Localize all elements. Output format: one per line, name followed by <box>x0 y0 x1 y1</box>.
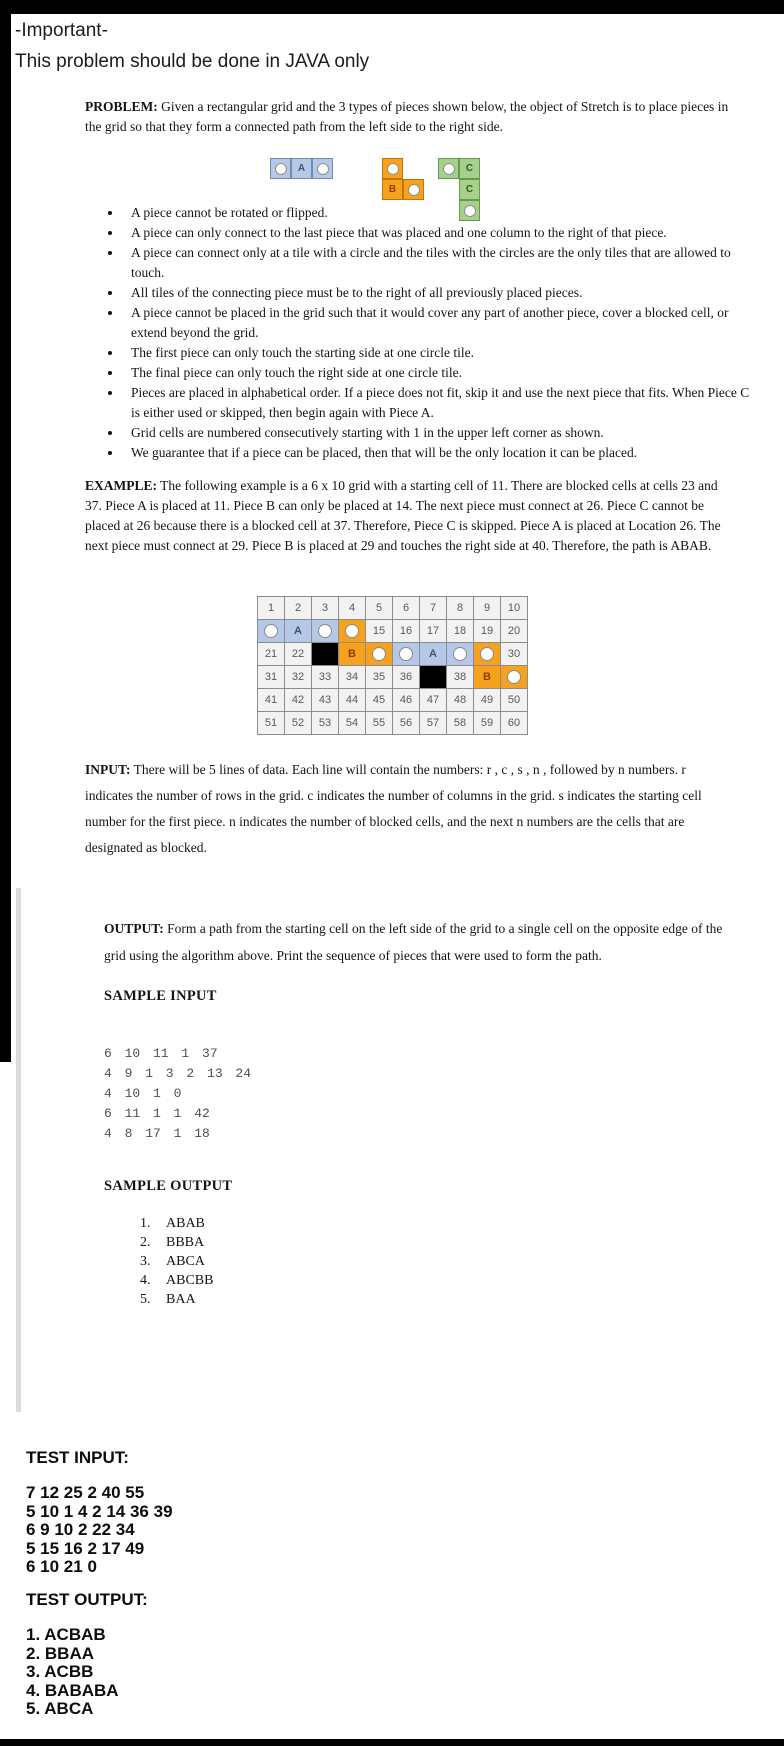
grid-cell: 9 <box>474 597 501 620</box>
grid-cell: 57 <box>420 712 447 735</box>
grid-cell <box>339 620 366 643</box>
rule-item: • The first piece can only touch the starting side at one circle tile. <box>123 343 751 363</box>
test-output-item: 5. ABCA <box>26 1699 94 1718</box>
output-text: Form a path from the starting cell on the left side of the grid to a single cell on the opposite edge of the grid using the algorithm above. Print the sequence of pieces that were used to form the path. <box>104 921 723 963</box>
grid-cell: 33 <box>312 666 339 689</box>
grid-cell: 46 <box>393 689 420 712</box>
connector-circle-icon <box>264 624 278 638</box>
connector-circle-icon <box>372 647 386 661</box>
piece-c-cell: C <box>459 179 480 200</box>
grid-cell: 55 <box>366 712 393 735</box>
sample-output-index: 5. <box>140 1292 151 1307</box>
grid-cell: 10 <box>501 597 528 620</box>
bottom-black-bar <box>0 1739 784 1746</box>
piece-letter: A <box>294 625 302 637</box>
sample-output-heading: SAMPLE OUTPUT <box>104 1178 233 1194</box>
important-note <box>15 15 369 77</box>
grid-cell: 51 <box>258 712 285 735</box>
test-input-line: 6 10 21 0 <box>26 1557 97 1576</box>
rule-item: • A piece can only connect to the last piece that was placed and one column to the right of that piece. <box>123 223 751 243</box>
grid-cell: 47 <box>420 689 447 712</box>
piece-b-cell: B <box>382 179 403 200</box>
test-input-line: 6 9 10 2 22 34 <box>26 1520 135 1539</box>
sample-output-item <box>140 1252 213 1271</box>
grid-cell: 22 <box>285 643 312 666</box>
piece-letter: A <box>429 648 437 660</box>
grid-cell: 30 <box>501 643 528 666</box>
grid-cell: 35 <box>366 666 393 689</box>
grid-cell: 45 <box>366 689 393 712</box>
test-output-item: 4. BABABA <box>26 1680 119 1700</box>
sample-output-item <box>140 1214 213 1233</box>
test-input-line: 5 10 1 4 2 14 36 39 <box>26 1501 173 1521</box>
grid-cell: 42 <box>285 689 312 712</box>
problem-label: PROBLEM: <box>85 99 158 114</box>
grid-cell <box>258 620 285 643</box>
grid-cell: 21 <box>258 643 285 666</box>
grid-cell: 5 <box>366 597 393 620</box>
grid-cell: 36 <box>393 666 420 689</box>
grid-cell <box>312 643 339 666</box>
example-text: The following example is a 6 x 10 grid with a starting cell of 11. There are blocked cells at cells 23 and 37. Piece A is placed at 11. Piece B can only be placed at 14. The next piece must connect at 26. Piece C cannot be placed at 26 because there is a blocked cell at 37. Therefore, Piece C is skipped. Piece A is placed at Location 26. The next piece must connect at 29. Piece B is placed at 29 and touches the right side at 40. Therefore, the path is ABAB. <box>85 478 721 553</box>
test-output-item: 3. ACBB <box>26 1662 94 1681</box>
piece-b-cell <box>403 158 424 179</box>
grid-cell: 32 <box>285 666 312 689</box>
grid-cell: 38 <box>447 666 474 689</box>
connector-circle-icon <box>399 647 413 661</box>
piece-a-cell <box>312 158 333 179</box>
problem-paragraph <box>85 97 735 137</box>
grid-cell: 31 <box>258 666 285 689</box>
sample-output-item <box>140 1233 213 1252</box>
connector-circle-icon <box>275 163 287 175</box>
grid-cell: 3 <box>312 597 339 620</box>
grid-cell: 1 <box>258 597 285 620</box>
connector-circle-icon <box>480 647 494 661</box>
sample-input-line: 6 11 1 1 42 <box>104 1106 210 1121</box>
grid-cell: 60 <box>501 712 528 735</box>
connector-circle-icon <box>318 624 332 638</box>
sample-output-value: ABAB <box>166 1216 205 1231</box>
sample-output-value: BAA <box>166 1292 196 1307</box>
test-input-heading: TEST INPUT: <box>26 1448 129 1467</box>
grid-cell: 34 <box>339 666 366 689</box>
grid-cell: 20 <box>501 620 528 643</box>
grid-cell: 50 <box>501 689 528 712</box>
connector-circle-icon <box>387 163 399 175</box>
sample-output-value: BBBA <box>166 1235 205 1250</box>
grid-cell: 19 <box>474 620 501 643</box>
top-black-bar <box>0 0 784 14</box>
grid-cell: 2 <box>285 597 312 620</box>
piece-c-cell <box>438 179 459 200</box>
connector-circle-icon <box>507 670 521 684</box>
grid-cell: 8 <box>447 597 474 620</box>
test-output-list <box>26 1626 119 1719</box>
sample-input-line: 4 9 1 3 2 13 24 <box>104 1066 252 1081</box>
grid-cell: 16 <box>393 620 420 643</box>
grid-cell: 17 <box>420 620 447 643</box>
connector-circle-icon <box>408 184 420 196</box>
grid-cell <box>474 643 501 666</box>
sample-output-value: ABCBB <box>166 1273 214 1288</box>
connector-circle-icon <box>345 624 359 638</box>
java-only-note: This problem should be done in JAVA only <box>15 51 370 72</box>
rule-item: • A piece can connect only at a tile with a circle and the tiles with the circles are the only tiles that are allowed to touch. <box>123 243 751 283</box>
piece-letter: B <box>348 648 356 660</box>
sample-input-line: 4 10 1 0 <box>104 1086 182 1101</box>
test-output-item: 2. BBAA <box>26 1643 95 1663</box>
piece-letter: B <box>483 671 491 683</box>
rule-item: • All tiles of the connecting piece must be to the right of all previously placed pieces. <box>123 283 751 303</box>
grid-cell <box>393 643 420 666</box>
piece-b-diagram <box>382 158 424 200</box>
rule-item: • A piece cannot be rotated or flipped. <box>123 203 751 223</box>
grid-cell: 52 <box>285 712 312 735</box>
sample-output-item <box>140 1290 213 1309</box>
sample-output-index: 1. <box>140 1216 151 1231</box>
sample-input-line: 4 8 17 1 18 <box>104 1126 210 1141</box>
problem-text: Given a rectangular grid and the 3 types of pieces shown below, the object of Stretch is to place pieces in the grid so that they form a connected path from the left side to the right side. <box>85 99 729 134</box>
grid-cell: 4 <box>339 597 366 620</box>
test-input-data <box>26 1484 173 1577</box>
grid-cell: 56 <box>393 712 420 735</box>
test-input-line: 7 12 25 2 40 55 <box>26 1483 145 1502</box>
rule-item: • We guarantee that if a piece can be placed, then that will be the only location it can be placed. <box>123 443 751 463</box>
piece-a-cell: A <box>291 158 312 179</box>
grid-cell <box>420 666 447 689</box>
sample-output-item <box>140 1271 213 1290</box>
important-title: -Important- <box>15 20 108 41</box>
rules-list <box>103 203 751 463</box>
grid-cell <box>285 620 312 643</box>
piece-a-cell <box>270 158 291 179</box>
example-label: EXAMPLE: <box>85 478 157 493</box>
grid-cell: 58 <box>447 712 474 735</box>
grid-cell: 49 <box>474 689 501 712</box>
connector-circle-icon <box>453 647 467 661</box>
input-label: INPUT: <box>85 762 131 777</box>
grid-cell: 54 <box>339 712 366 735</box>
input-text: There will be 5 lines of data. Each line will contain the numbers: r , c , s , n , followed by n numbers. r indicates the number of rows in the grid. c indicates the number of columns in the grid. s indicates the starting cell number for the first piece. n indicates the number of blocked cells, and the next n numbers are the cells that are designated as blocked. <box>85 762 702 855</box>
grid-cell <box>447 643 474 666</box>
grid-cell: 43 <box>312 689 339 712</box>
output-paragraph <box>104 915 742 969</box>
grid-cell: 59 <box>474 712 501 735</box>
piece-c-cell <box>438 158 459 179</box>
sample-input-heading: SAMPLE INPUT <box>104 988 217 1004</box>
piece-a-diagram <box>270 158 333 179</box>
grid-cell <box>339 643 366 666</box>
connector-circle-icon <box>317 163 329 175</box>
rule-item: • Pieces are placed in alphabetical order. If a piece does not fit, skip it and use the next piece that fits. When Piece C is either used or skipped, then begin again with Piece A. <box>123 383 751 423</box>
rule-item: • The final piece can only touch the right side at one circle tile. <box>123 363 751 383</box>
test-output-heading: TEST OUTPUT: <box>26 1590 148 1609</box>
grid-cell: 18 <box>447 620 474 643</box>
grid-cell <box>501 666 528 689</box>
rule-item: • A piece cannot be placed in the grid such that it would cover any part of another piece, cover a blocked cell, or extend beyond the grid. <box>123 303 751 343</box>
grid-cell: 53 <box>312 712 339 735</box>
sample-output-value: ABCA <box>166 1254 205 1269</box>
sample-input-line: 6 10 11 1 37 <box>104 1046 218 1061</box>
grid-cell: 7 <box>420 597 447 620</box>
piece-b-cell <box>382 158 403 179</box>
grid-cell: 15 <box>366 620 393 643</box>
piece-c-cell: C <box>459 158 480 179</box>
grid-cell <box>312 620 339 643</box>
quote-indicator-bar <box>16 888 21 1412</box>
grid-cell <box>366 643 393 666</box>
grid-cell <box>474 666 501 689</box>
connector-circle-icon <box>443 163 455 175</box>
example-grid <box>257 596 528 735</box>
grid-cell: 41 <box>258 689 285 712</box>
grid-cell <box>420 643 447 666</box>
example-paragraph <box>85 476 737 556</box>
grid-cell: 6 <box>393 597 420 620</box>
test-input-line: 5 15 16 2 17 49 <box>26 1538 145 1558</box>
sample-input-data <box>104 1044 251 1144</box>
output-label: OUTPUT: <box>104 921 164 936</box>
left-black-strip <box>0 0 11 1062</box>
grid-cell: 44 <box>339 689 366 712</box>
sample-output-list <box>140 1214 213 1309</box>
rule-item: • Grid cells are numbered consecutively starting with 1 in the upper left corner as shown. <box>123 423 751 443</box>
input-paragraph <box>85 757 737 861</box>
sample-output-index: 3. <box>140 1254 151 1269</box>
sample-output-index: 2. <box>140 1235 151 1250</box>
test-output-item: 1. ACBAB <box>26 1625 106 1644</box>
grid-cell: 48 <box>447 689 474 712</box>
sample-output-index: 4. <box>140 1273 151 1288</box>
piece-b-cell <box>403 179 424 200</box>
